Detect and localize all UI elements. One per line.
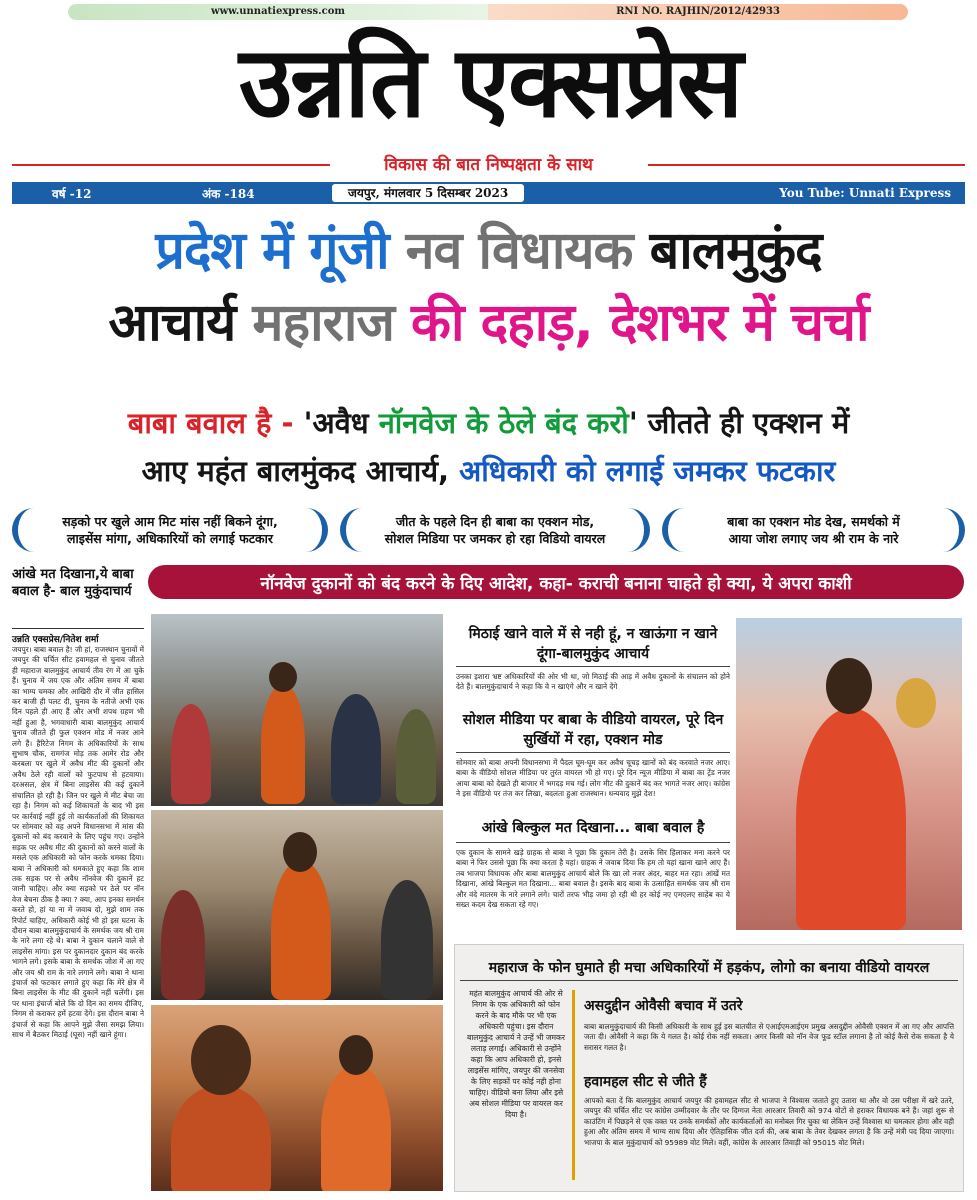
quote-line: लाइसेंस मांगा, अधिकारियों को लगाई फटकार xyxy=(66,531,273,546)
subheadline-part: अधिकारी को लगाई जमकर फटकार xyxy=(459,454,836,488)
quote-box xyxy=(12,508,328,552)
left-column xyxy=(12,566,144,600)
mid-body-1: उनका इशारा भ्रष्ट अधिकारियों की ओर भी था, जो मिठाई की आड़ में अवैध दुकानों के संचालन को होने देते हैं। बालमुकुंदाचार्य ने कहा कि वे न खाएंगे और न खाने देंगे xyxy=(456,672,730,692)
photo-hawa-mahal xyxy=(736,618,962,930)
quote-box xyxy=(662,508,965,552)
headline-part: आचार्य xyxy=(108,293,236,353)
top-strip xyxy=(68,4,908,20)
bottom-subhead-2: हवामहल सीट से जीते हैं xyxy=(584,1074,707,1090)
quote-line: सोशल मिडिया पर जमकर हो रहा विडियो वायरल xyxy=(384,531,606,546)
quote-line: आया जोश लगाए जय श्री राम के नारे xyxy=(728,531,899,546)
headline-part: महाराज xyxy=(252,293,394,353)
headline-part: प्रदेश में गूंजी xyxy=(155,221,389,281)
quote-line: सड़को पर खुले आम मिट मांस नहीं बिकने दूंगा, xyxy=(62,514,278,529)
divider xyxy=(460,980,958,981)
website-url[interactable]: www.unnatiexpress.com xyxy=(68,4,488,20)
subheadline-part: बाबा बवाल है - xyxy=(127,406,304,440)
masthead-title: उन्नति एक्सप्रेस xyxy=(238,26,742,140)
photo-crowd-street xyxy=(151,614,443,806)
subheadline-part: ' जीतते ही एक्शन में xyxy=(628,406,850,440)
bottom-subhead-1: असदुद्दीन ओवैसी बचाव में उतरे xyxy=(584,998,743,1014)
divider xyxy=(456,666,730,667)
divider xyxy=(572,990,575,1180)
subheadline-part: नॉनवेज के ठेले बंद करो xyxy=(378,406,629,440)
mid-title-1: मिठाई खाने वाले में से नही हूं, न खाऊंगा न खाने दूंगा-बालमुकुंद आचार्य xyxy=(468,626,718,662)
rni-number: RNI NO. RAJHIN/2012/42933 xyxy=(488,4,908,20)
left-column-title: आंखे मत दिखाना,ये बाबा बवाल है- बाल मुकुंदाचार्य xyxy=(12,567,134,599)
info-bar xyxy=(12,182,965,204)
bottom-body-1: बाबा बालमुकुंदाचार्य की किसी अधिकारी के साथ हुई इस बातचीत से एआईएमआईएम प्रमुख असदुद्दीन ओवैसी एक्शन में आ गए और आपत्ति जता दी। ओवैसी ने कहा कि ये गलत है। कोई रोक नहीं सकता। अगर किसी को नॉन वेज फूड स्टॉल लगाना है तो कोई कैसे रोक सकता है ये सरासर गलत है। xyxy=(584,1022,954,1052)
quote-line: जीत के पहले दिन ही बाबा का एक्शन मोड, xyxy=(395,514,595,529)
youtube-label[interactable]: You Tube: Unnati Express xyxy=(779,186,951,200)
bottom-side-column: महंत बालमुकुंद आचार्य की ओर से निगम के एक अधिकारी को फोन करने के बाद मौके पर भी एक अधिकारी पहुंचा। इस दौरान बालमुकुंद आचार्य ने उन्हें भी जमकर लताड़ लगाई। अधिकारी से उन्होंने कहा कि आप अधिकारी हो, इनसे लाइसेंस मांगिए, जयपुर की जनसेवा के लिए सड़कों पर कोई नही होना चाहिए। वीडियो बना लिया और इसे अब सोशल मीडिया पर वायरल कर दिया है। xyxy=(467,989,565,1119)
headline-part: की दहाड़, देशभर में चर्चा xyxy=(411,293,869,353)
left-column-body: जयपुर। बाबा बवाल है! जी हां, राजस्थान चुनावों में जयपुर की चर्चित सीट हवामहल से चुनाव जीतते ही महाराज बालमुकुंद आचार्य तीव रंग में आ चुके हैं। चुनाव में जय एक और अंतिम समय में बाबा का भाग्य चमका और आखिरी दौर में जीत हासिल कर बाजी ही पलट दी, चुनाव के नतीजे अभी एक दिन पहले ही आए हैं और अभी शपथ ग्रहण भी नहीं हुआ है, भगवाधारी बाबा बालमुकुंद आचार्य चुनाव जीतते ही फुल एक्शन मोड में नजर आने लगे हैं। हैरिटेज निगम के अधिकारियों के साथ सुभाष चौक, रामगंज मोड़ तक आमेर रोड और करबला पर खुले में अवैध मीट की दुकानों और अवैध ठेले रही वालों को फुटपाथ से हटवाया। दरअसल, क्षेत्र में बिना लाइसेंस की कई दुकानें संचालित हो रही है। जिन पर खुले में मीट बेचा जा रहा है। निगम को कई शिकायतों के बाद भी इस पर कार्रवाई नहीं हुई तो कार्यकर्ताओं की शिकायत पर सोमवार को वह अपने विधानसभा में मांस की दुकानों को बंद करवाने के लिए पहुंच गए। उन्होंने सड़क पर अवैध मीट की दुकानों को करने वालों के मसले एक अधिकारी को फोन करके धमका दिया। बाबा ने अधिकारी को धमकाते हुए कहा कि शाम तक सड़क पर से अवैध नॉनवेज की दुकानें हट जानी चाहिए। और क्या सड़को पर ठेले पर नॉन वेज बेचना ठीक है क्या ? क्या, आप इनका समर्थन करते हो, हां या ना में जवाब दो, मुझे शाम तक रिपोर्ट चाहिए, अधिकारी कोई भी हो इस घटना के दौरान बाबा बालमुकुंदाचार्य के समर्थक जय श्री राम के नारे लगा रहे थे। बाबा ने दुकान चलाने वाले से लाइसेंस मांगा। इस पर दुकानदार दुकान बंद करके भागने लगे। इसके बाबा के समर्थक जोश में आ गए और जय श्री राम के नारे लगाने लगे। बाबा ने थाना इंचार्ज को फटकार लगाते हुए कहा कि मेरे क्षेत्र में बिना लाइसेंस के मीट की दुकानें नहीं चलेंगी। इस पर थाना इंचार्ज बोले कि दो दिन का समय दीजिए, निगम से कराकर हमें हटवा देंगे। इस दौरान बाबा ने इंचार्ज से कहा कि आपने मुझे जैसा समझ लिया। साथ में बैठकर मिठाई (घूस) नहीं खाने हूंगा। xyxy=(12,645,144,1040)
subheadline-part: आए महंत बालमुंकद आचार्य, xyxy=(141,454,460,488)
year-label: वर्ष -12 xyxy=(52,186,92,201)
main-headline-line-2 xyxy=(0,287,977,359)
photo-baba-phone xyxy=(151,1005,443,1191)
divider xyxy=(456,752,730,753)
bottom-body-2: आपको बता दें कि बालमुकुंद आचार्य जयपुर की हवामहल सीट से भाजपा ने विश्वास जताते हुए उतारा था और वो उस परीक्षा में खरे उतरे, जयपुर की चर्चित सीट पर कांग्रेस उम्मीदवार के तौर पर दिग्गज नेता आरआर तिवारी को 974 वोटों से हराकर विधायक बने हैं। जहां शुरू से काउंटिंग में पिछड़ने से एक वक्त पर उनके समर्थकों और कार्यकर्ताओं का मनोबल गिर चुका था लेकिन उन्हें विश्वास था चमत्कार होगा और वही हुआ और अंतिम समय में भाग्य साथ दिया और ऐतिहासिक जीत दर्ज की, अब बाबा के तेवर देखकर लगता है कि उन्हें मंत्री पद दिया जाएगा। भाजपा के बाल मुकुंदाचार्य को 95989 वोट मिले। वहीं, कांग्रेस के आरआर तिवाड़ी को 95015 वोट मिले। xyxy=(584,1096,954,1147)
mid-title-3: आंखे बिल्कुल मत दिखाना... बाबा बवाल है xyxy=(481,820,705,836)
mid-body-3: एक दुकान के सामने खड़े ग्राहक से बाबा ने पूछा कि दुकान तेरी है। उसके सिर हिलाकर मना करने पर बाबा ने फिर उससे पूछा कि क्या करता है यहां। ग्राहक ने जवाब दिया कि हम तो यहां खाना खाने आए हैं। तब भाजपा विधायक और बाबा बालमुकुंद आचार्य बोले कि खा लो नजर अंदर, बाहर मत रहा। आंखें मत दिखाना, आंखे बिल्कुल मत दिखाना... बाबा बवाल है। इसके बाद बाबा के उत्साहित समर्थक जय श्री राम और वंदे मातरम के नारे लगाने लगे। चारों तरफ भीड़ जमा हो रही थी हर कोई नए एमएलए साहेब का ये सख्त कदम देख सकता रहे गए। xyxy=(456,848,730,910)
issue-label: अंक -184 xyxy=(202,186,255,201)
mid-title-2: सोशल मीडिया पर बाबा के वीडियो वायरल, पूरे दिन सुर्खियों में रहा, एक्शन मोड xyxy=(462,712,724,748)
subheadline-line-1 xyxy=(0,400,977,446)
headline-part: नव विधायक xyxy=(405,221,633,281)
main-headline-line-1 xyxy=(0,215,977,287)
byline: उन्नति एक्सप्रेस/नितेश शर्मा xyxy=(12,628,144,645)
quote-line: बाबा का एक्शन मोड देख, समर्थको में xyxy=(727,514,900,529)
divider xyxy=(456,842,730,843)
subheadline-part: 'अवैध xyxy=(303,406,379,440)
tagline: विकास की बात निष्पक्षता के साथ xyxy=(384,155,593,175)
photo-baba-shop xyxy=(151,810,443,1000)
date-label: जयपुर, मंगलवार 5 दिसम्बर 2023 xyxy=(332,184,524,202)
headline-part: बालमुकुंद xyxy=(649,221,822,281)
quote-box xyxy=(340,508,650,552)
bottom-story-title: महाराज के फोन घुमाते ही मचा अधिकारियों में हड़कंप, लोगो का बनाया वीडियो वायरल xyxy=(488,960,930,976)
mid-body-2: सोमवार को बाबा अपनी विधानसभा में पैदल घूम-घूम कर अवैध चूचड़ खानों को बंद करवाते नजर आए। बाबा के वीडियो सोशल मीडिया पर तुरंत वायरल भी हो गए। पूरे दिन न्यूज मीडिया में बाबा का ट्रेंड नजर आया बाबा को देखते ही बाजार में भगदड़ मच गई। लोग मीट की दुकानें बंद कर भागते नजर आए। कांग्रेस ने इस वीडियो पर तंज कर लिखा, बदलता हुआ राजस्थान। धन्यवाद मुझे देश! xyxy=(456,758,730,799)
subheadline-line-2 xyxy=(0,448,977,494)
red-banner: नॉनवेज दुकानों को बंद करने के दिए आदेश, कहा- कराची बनाना चाहते हो क्या, ये अपरा काशी xyxy=(148,565,964,599)
